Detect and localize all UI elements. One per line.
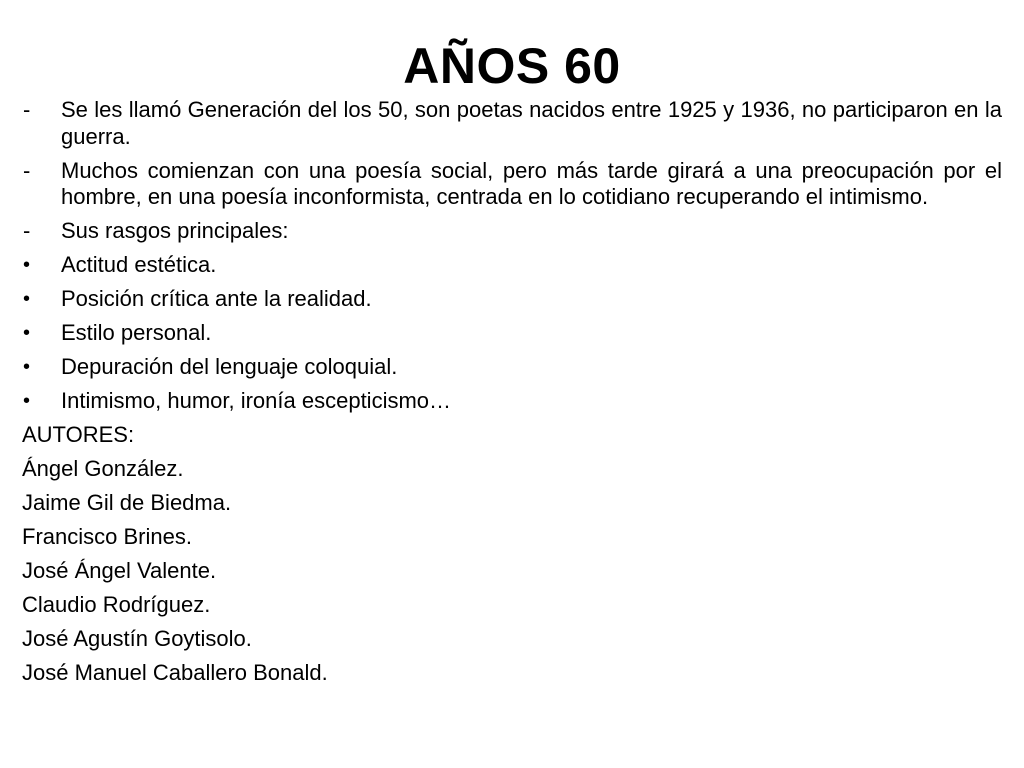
dash-marker: - xyxy=(23,97,31,122)
bullet-icon: • xyxy=(23,356,31,378)
author-name: José Manuel Caballero Bonald. xyxy=(22,660,328,685)
bullet-item xyxy=(22,320,1002,347)
author-name: José Ángel Valente. xyxy=(22,558,217,583)
bullet-item xyxy=(22,286,1002,313)
dash-item-text: Sus rasgos principales: xyxy=(61,218,289,243)
dash-item xyxy=(22,97,1002,150)
bullet-item-text: Intimismo, humor, ironía escepticismo… xyxy=(61,388,452,413)
slide-body xyxy=(22,97,1002,694)
bullet-item-text: Posición crítica ante la realidad. xyxy=(61,286,372,311)
bullet-item-text: Depuración del lenguaje coloquial. xyxy=(61,354,398,379)
dash-marker: - xyxy=(23,157,31,183)
author-name: Ángel González. xyxy=(22,456,184,481)
slide-title: AÑOS 60 xyxy=(403,38,621,94)
author-name: Francisco Brines. xyxy=(22,524,192,549)
dash-item-text: Se les llamó Generación del los 50, son poetas nacidos entre 1925 y 1936, no participaron en la guerra. xyxy=(61,97,1002,149)
dash-marker: - xyxy=(23,218,31,243)
author-name: Jaime Gil de Biedma. xyxy=(22,490,232,515)
dash-item-text: Muchos comienzan con una poesía social, pero más tarde girará a una preocupación por el hombre, en una poesía inconformista, centrada en lo cotidiano recuperando el intimismo. xyxy=(61,157,1002,209)
author-name: Claudio Rodríguez. xyxy=(22,592,211,617)
bullet-icon: • xyxy=(23,254,31,276)
authors-heading: AUTORES: xyxy=(22,422,135,447)
dash-item xyxy=(22,158,1002,211)
dash-item xyxy=(22,218,1002,245)
bullet-item-text: Actitud estética. xyxy=(61,252,217,277)
bullet-item xyxy=(22,354,1002,381)
bullet-item xyxy=(22,388,1002,415)
bullet-item-text: Estilo personal. xyxy=(61,320,212,345)
bullet-icon: • xyxy=(23,390,31,412)
bullet-icon: • xyxy=(23,288,31,310)
bullet-icon: • xyxy=(23,322,31,344)
author-name: José Agustín Goytisolo. xyxy=(22,626,252,651)
bullet-item xyxy=(22,252,1002,279)
